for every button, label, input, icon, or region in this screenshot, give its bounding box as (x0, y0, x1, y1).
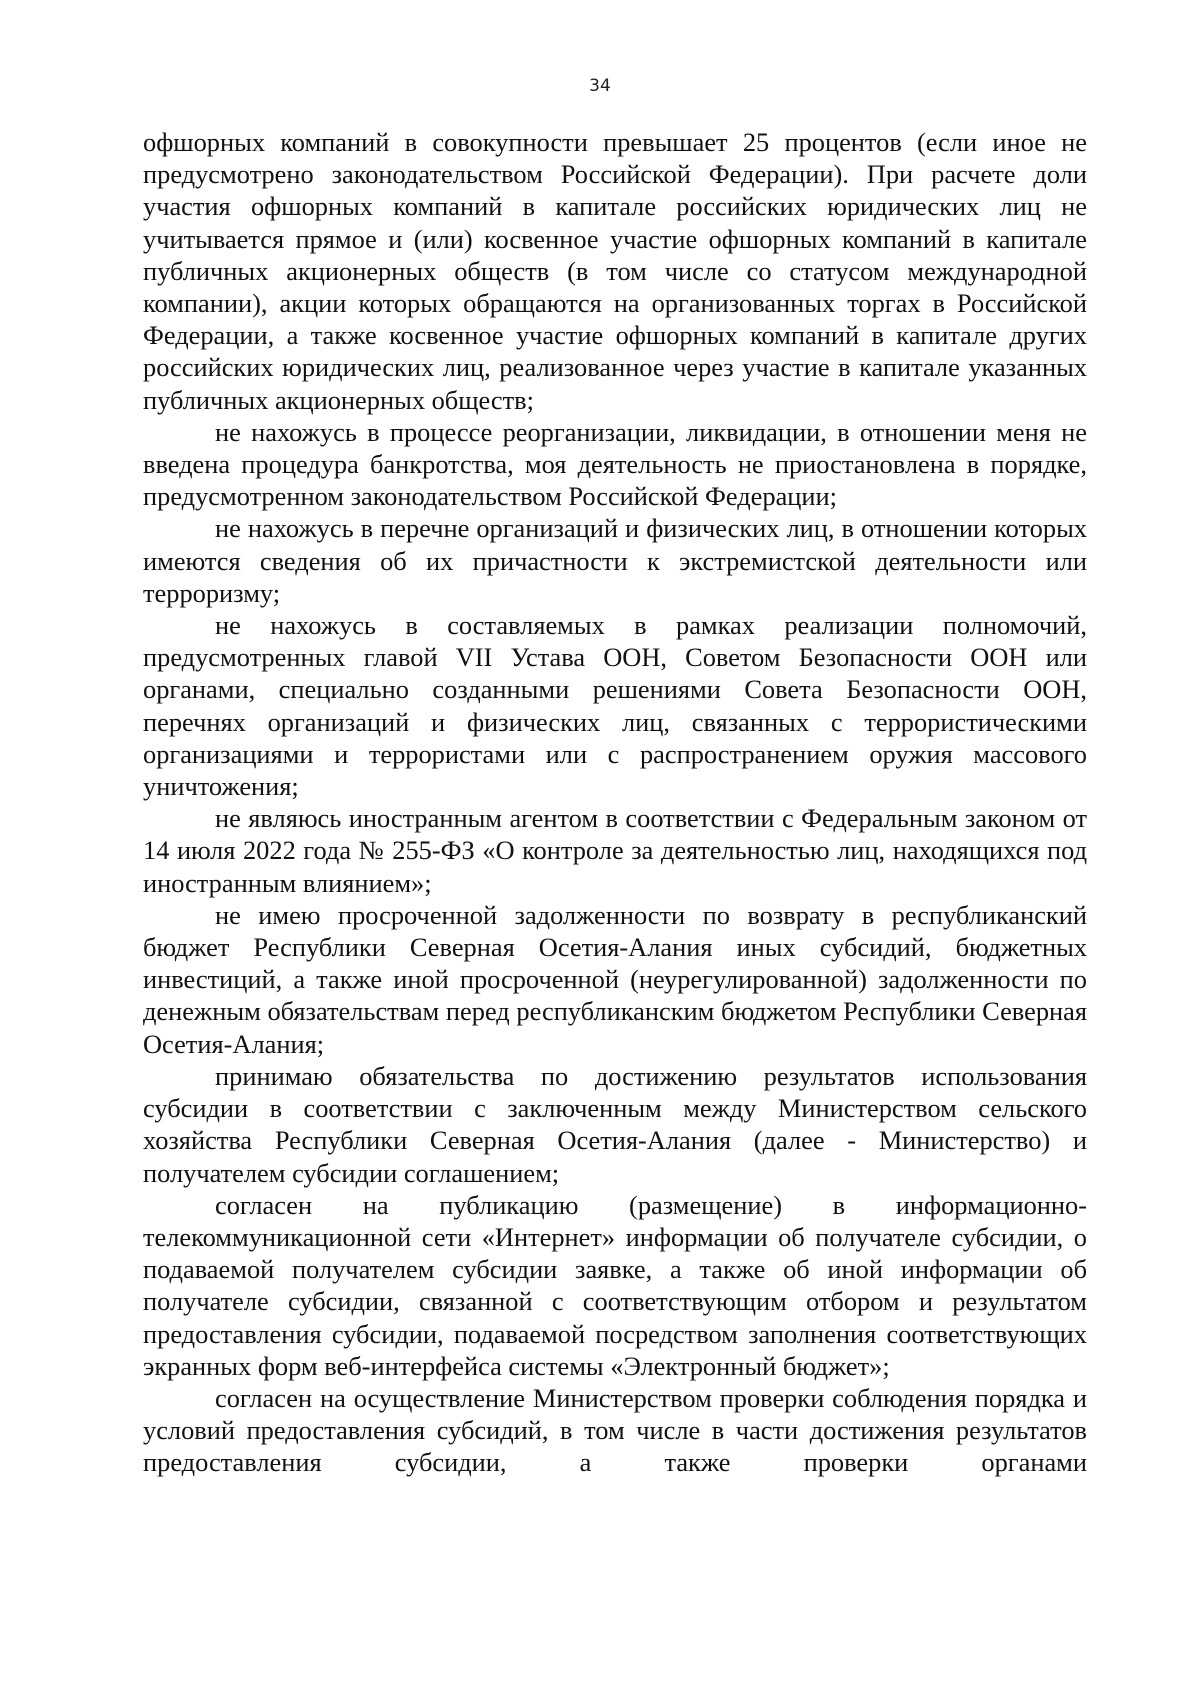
page-number: 34 (589, 76, 611, 96)
paragraph-offshore-share: офшорных компаний в совокупности превышает 25 процентов (если иное не предусмотрено законодательством Российской Федерации). При расчете доли участия офшорных компаний в капитале российских юридических лиц не учитывается прямое и (или) косвенное участие офшорных компаний в капитале публичных акционерных обществ (в том числе со статусом международной компании), акции которых обращаются на организованных торгах в Российской Федерации, а также косвенное участие офшорных компаний в капитале других российских юридических лиц, реализованное через участие в капитале указанных публичных акционерных обществ; (143, 127, 1087, 415)
paragraph-no-overdue-debt: не имею просроченной задолженности по возврату в республиканский бюджет Республики Северная Осетия-Алания иных субсидий, бюджетных инвестиций, а также иной просроченной (неурегулированной) задолженности по денежным обязательствам перед республиканским бюджетом Республики Северная Осетия-Алания; (143, 899, 1087, 1059)
paragraph-consent-publication: согласен на публикацию (размещение) в информационно-телекоммуникационной сети «Интернет» информации об получателе субсидии, о подаваемой получателем субсидии заявке, а также об иной информации об получателе субсидии, связанной с соответствующим отбором и результатом предоставления субсидии, подаваемой посредством заполнения соответствующих экранных форм веб-интерфейса системы «Электронный бюджет»; (143, 1189, 1087, 1381)
document-body (143, 126, 1087, 1479)
paragraph-no-reorganization: не нахожусь в процессе реорганизации, ликвидации, в отношении меня не введена процедура банкротства, моя деятельность не приостановлена в порядке, предусмотренном законодательством Российской Федерации; (143, 416, 1087, 512)
paragraph-no-extremism-list: не нахожусь в перечне организаций и физических лиц, в отношении которых имеются сведения об их причастности к экстремистской деятельности или терроризму; (143, 513, 1087, 608)
paragraph-not-foreign-agent: не являюсь иностранным агентом в соответствии с Федеральным законом от 14 июля 2022 года № 255-ФЗ «О контроле за деятельностью лиц, находящихся под иностранным влиянием»; (143, 803, 1087, 898)
paragraph-consent-inspection: согласен на осуществление Министерством проверки соблюдения порядка и условий предоставления субсидий, в том числе в части достижения результатов предоставления субсидии, а также проверки органами (143, 1382, 1087, 1478)
paragraph-no-un-sanctions-list: не нахожусь в составляемых в рамках реализации полномочий, предусмотренных главой VII Устава ООН, Советом Безопасности ООН или органами, специально созданными решениями Совета Безопасности ООН, перечнях организаций и физических лиц, связанных с террористическими организациями и террористами или с распространением оружия массового уничтожения; (143, 610, 1087, 802)
paragraph-obligations-results: принимаю обязательства по достижению результатов использования субсидии в соответствии с заключенным между Министерством сельского хозяйства Республики Северная Осетия-Алания (далее - Министерство) и получателем субсидии соглашением; (143, 1060, 1087, 1188)
